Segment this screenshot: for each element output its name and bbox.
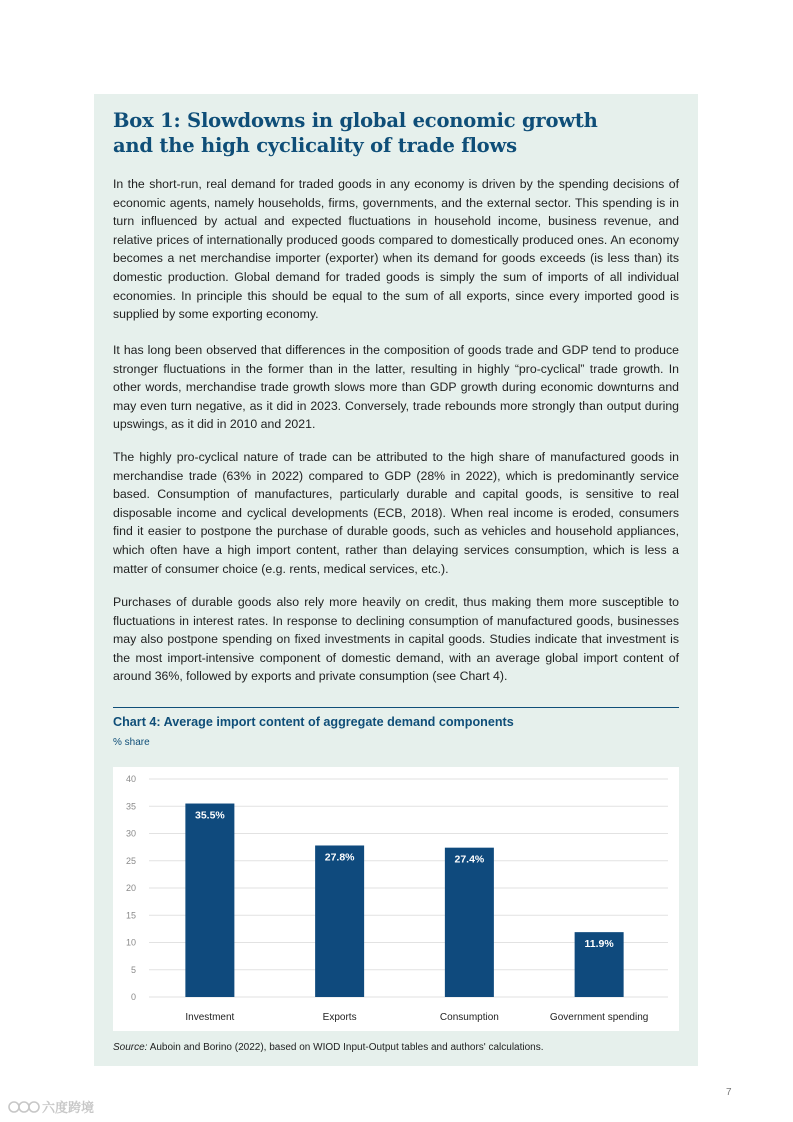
y-tick-label: 35 xyxy=(125,801,136,812)
y-tick-label: 40 xyxy=(125,774,136,784)
chart-subtitle: % share xyxy=(113,737,150,748)
x-tick-label: Investment xyxy=(185,1012,235,1023)
data-label: 35.5% xyxy=(194,809,225,822)
chart-area xyxy=(113,767,679,1031)
paragraph-4: Purchases of durable goods also rely more heavily on credit, thus making them more susceptible to fluctuations in interest rates. In response to declining consumption of manufactured goods, businesses may also postpone spending on fixed investments in capital goods. Studies indicate that investment is the most import-intensive component of domestic demand, with an average global import content of around 36%, followed by exports and private consumption (see Chart 4). xyxy=(113,595,679,684)
watermark xyxy=(8,1096,108,1118)
y-tick-label: 15 xyxy=(125,910,136,921)
bar-chart xyxy=(113,767,679,1031)
paragraph-3: The highly pro-cyclical nature of trade can be attributed to the high share of manufactured goods in merchandise trade (63% in 2022) compared to GDP (28% in 2022), which is predominantly service based. Consumption of manufactures, particularly durable and capital goods, is sensitive to real disposable income and cyclical developments (ECB, 2018). When real income is eroded, consumers find it easier to postpone the purchase of durable goods, such as vehicles and household appliances, which often have a high import content, rather than delaying services consumption, which is less a matter of consumer choice (e.g. rents, medical services, etc.). xyxy=(113,450,679,576)
data-label: 27.8% xyxy=(324,851,355,864)
y-tick-label: 25 xyxy=(125,855,136,866)
chart-divider xyxy=(113,707,679,708)
bar xyxy=(315,845,364,997)
y-tick-label: 20 xyxy=(125,883,136,893)
box-title xyxy=(113,108,673,158)
source-label: Source: xyxy=(113,1042,148,1053)
bar xyxy=(445,848,494,997)
box-title-line-1: Box 1: Slowdowns in global economic growth xyxy=(113,109,598,132)
y-tick-label: 5 xyxy=(130,964,136,975)
chart-source xyxy=(113,1042,679,1053)
svg-text:六度跨境: 六度跨境 xyxy=(42,1101,95,1116)
box-title-line-2: and the high cyclicality of trade flows xyxy=(113,134,517,157)
chart-title: Chart 4: Average import content of aggregate demand components xyxy=(113,715,514,729)
x-tick-label: Exports xyxy=(322,1012,357,1023)
page-number: 7 xyxy=(726,1087,732,1098)
data-label: 11.9% xyxy=(584,938,614,951)
paragraph-2: It has long been observed that differences in the composition of goods trade and GDP tend to produce stronger fluctuations in the former than in the latter, resulting in highly “pro-cyclical” trade growth. In other words, merchandise trade growth slows more than GDP growth during economic downturns and may even turn negative, as it did in 2023. Conversely, trade rebounds more strongly than output during upswings, as it did in 2010 and 2021. xyxy=(113,343,679,432)
box-panel xyxy=(94,94,698,1066)
y-tick-label: 10 xyxy=(125,937,136,948)
watermark-logo-icon xyxy=(8,1097,108,1117)
x-tick-label: Government spending xyxy=(549,1012,649,1023)
x-tick-label: Consumption xyxy=(439,1012,499,1023)
paragraph-1: In the short-run, real demand for traded goods in any economy is driven by the spending decisions of economic agents, namely households, firms, governments, and the external sector. This spending is in turn influenced by actual and expected fluctuations in household income, business revenue, and relative prices of internationally produced goods compared to domestically produced ones. An economy becomes a net merchandise importer (exporter) when its demand for goods exceeds (is less than) its domestic production. Global demand for traded goods is simply the sum of imports of all individual economies. In principle this should be equal to the sum of all exports, since every imported good is supplied by some exporting economy. xyxy=(113,177,679,322)
source-text: Auboin and Borino (2022), based on WIOD Input-Output tables and authors' calculations. xyxy=(147,1042,544,1053)
data-label: 27.4% xyxy=(454,853,485,866)
y-tick-label: 0 xyxy=(130,992,136,1002)
bar xyxy=(185,804,234,997)
y-tick-label: 30 xyxy=(125,828,136,839)
